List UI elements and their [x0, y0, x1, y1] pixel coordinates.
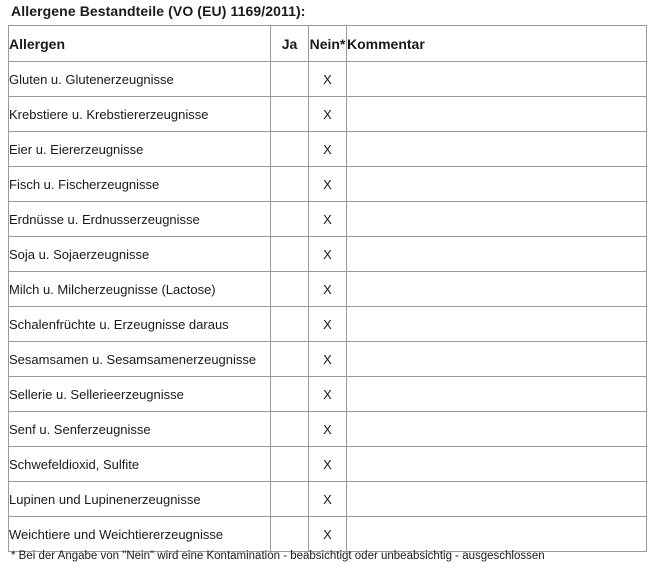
- table-row: [9, 342, 647, 377]
- ja-cell: [271, 482, 309, 517]
- nein-cell: X: [309, 342, 347, 377]
- table-row: [9, 132, 647, 167]
- kommentar-cell: [347, 447, 647, 482]
- allergen-name-cell: Schalenfrüchte u. Erzeugnisse daraus: [9, 307, 271, 342]
- column-header-ja: Ja: [271, 26, 309, 62]
- column-header-nein: Nein*: [309, 26, 347, 62]
- kommentar-cell: [347, 132, 647, 167]
- allergen-name-cell: Weichtiere und Weichtiererzeugnisse: [9, 517, 271, 552]
- nein-cell: X: [309, 132, 347, 167]
- kommentar-cell: [347, 272, 647, 307]
- kommentar-cell: [347, 62, 647, 97]
- ja-cell: [271, 97, 309, 132]
- nein-cell: X: [309, 97, 347, 132]
- nein-cell: X: [309, 62, 347, 97]
- ja-cell: [271, 517, 309, 552]
- ja-cell: [271, 307, 309, 342]
- allergen-name-cell: Sellerie u. Sellerieerzeugnisse: [9, 377, 271, 412]
- allergen-name-cell: Gluten u. Glutenerzeugnisse: [9, 62, 271, 97]
- allergen-name-cell: Erdnüsse u. Erdnusserzeugnisse: [9, 202, 271, 237]
- allergen-rows: [9, 62, 647, 552]
- nein-cell: X: [309, 272, 347, 307]
- allergen-name-cell: Milch u. Milcherzeugnisse (Lactose): [9, 272, 271, 307]
- kommentar-cell: [347, 97, 647, 132]
- table-row: [9, 272, 647, 307]
- footnote: * Bei der Angabe von "Nein" wird eine Kontamination - beabsichtigt oder unbeabsichtig - ausgeschlossen: [11, 550, 545, 562]
- column-header-kommentar: Kommentar: [347, 26, 647, 62]
- nein-cell: X: [309, 307, 347, 342]
- ja-cell: [271, 62, 309, 97]
- kommentar-cell: [347, 342, 647, 377]
- nein-cell: X: [309, 377, 347, 412]
- kommentar-cell: [347, 482, 647, 517]
- document-title: Allergene Bestandteile (VO (EU) 1169/2011):: [11, 3, 306, 19]
- kommentar-cell: [347, 377, 647, 412]
- nein-cell: X: [309, 482, 347, 517]
- allergen-name-cell: Fisch u. Fischerzeugnisse: [9, 167, 271, 202]
- nein-cell: X: [309, 202, 347, 237]
- nein-cell: X: [309, 517, 347, 552]
- ja-cell: [271, 377, 309, 412]
- kommentar-cell: [347, 412, 647, 447]
- kommentar-cell: [347, 237, 647, 272]
- kommentar-cell: [347, 307, 647, 342]
- ja-cell: [271, 412, 309, 447]
- kommentar-cell: [347, 202, 647, 237]
- ja-cell: [271, 272, 309, 307]
- nein-cell: X: [309, 237, 347, 272]
- allergen-name-cell: Lupinen und Lupinenerzeugnisse: [9, 482, 271, 517]
- ja-cell: [271, 202, 309, 237]
- allergen-name-cell: Krebstiere u. Krebstiererzeugnisse: [9, 97, 271, 132]
- allergen-name-cell: Eier u. Eiererzeugnisse: [9, 132, 271, 167]
- table-row: [9, 517, 647, 552]
- table-row: [9, 307, 647, 342]
- table-row: [9, 97, 647, 132]
- kommentar-cell: [347, 517, 647, 552]
- ja-cell: [271, 342, 309, 377]
- ja-cell: [271, 132, 309, 167]
- table-row: [9, 482, 647, 517]
- kommentar-cell: [347, 167, 647, 202]
- nein-cell: X: [309, 447, 347, 482]
- table-row: [9, 167, 647, 202]
- table-row: [9, 377, 647, 412]
- table-row: [9, 237, 647, 272]
- allergen-table: [8, 25, 647, 552]
- table-row: [9, 447, 647, 482]
- table-row: [9, 202, 647, 237]
- allergen-name-cell: Schwefeldioxid, Sulfite: [9, 447, 271, 482]
- table-header-row: [9, 26, 647, 62]
- allergen-name-cell: Soja u. Sojaerzeugnisse: [9, 237, 271, 272]
- table-row: [9, 62, 647, 97]
- ja-cell: [271, 237, 309, 272]
- ja-cell: [271, 447, 309, 482]
- nein-cell: X: [309, 167, 347, 202]
- column-header-allergen: Allergen: [9, 26, 271, 62]
- table-row: [9, 412, 647, 447]
- allergen-name-cell: Sesamsamen u. Sesamsamenerzeugnisse: [9, 342, 271, 377]
- ja-cell: [271, 167, 309, 202]
- allergen-name-cell: Senf u. Senferzeugnisse: [9, 412, 271, 447]
- nein-cell: X: [309, 412, 347, 447]
